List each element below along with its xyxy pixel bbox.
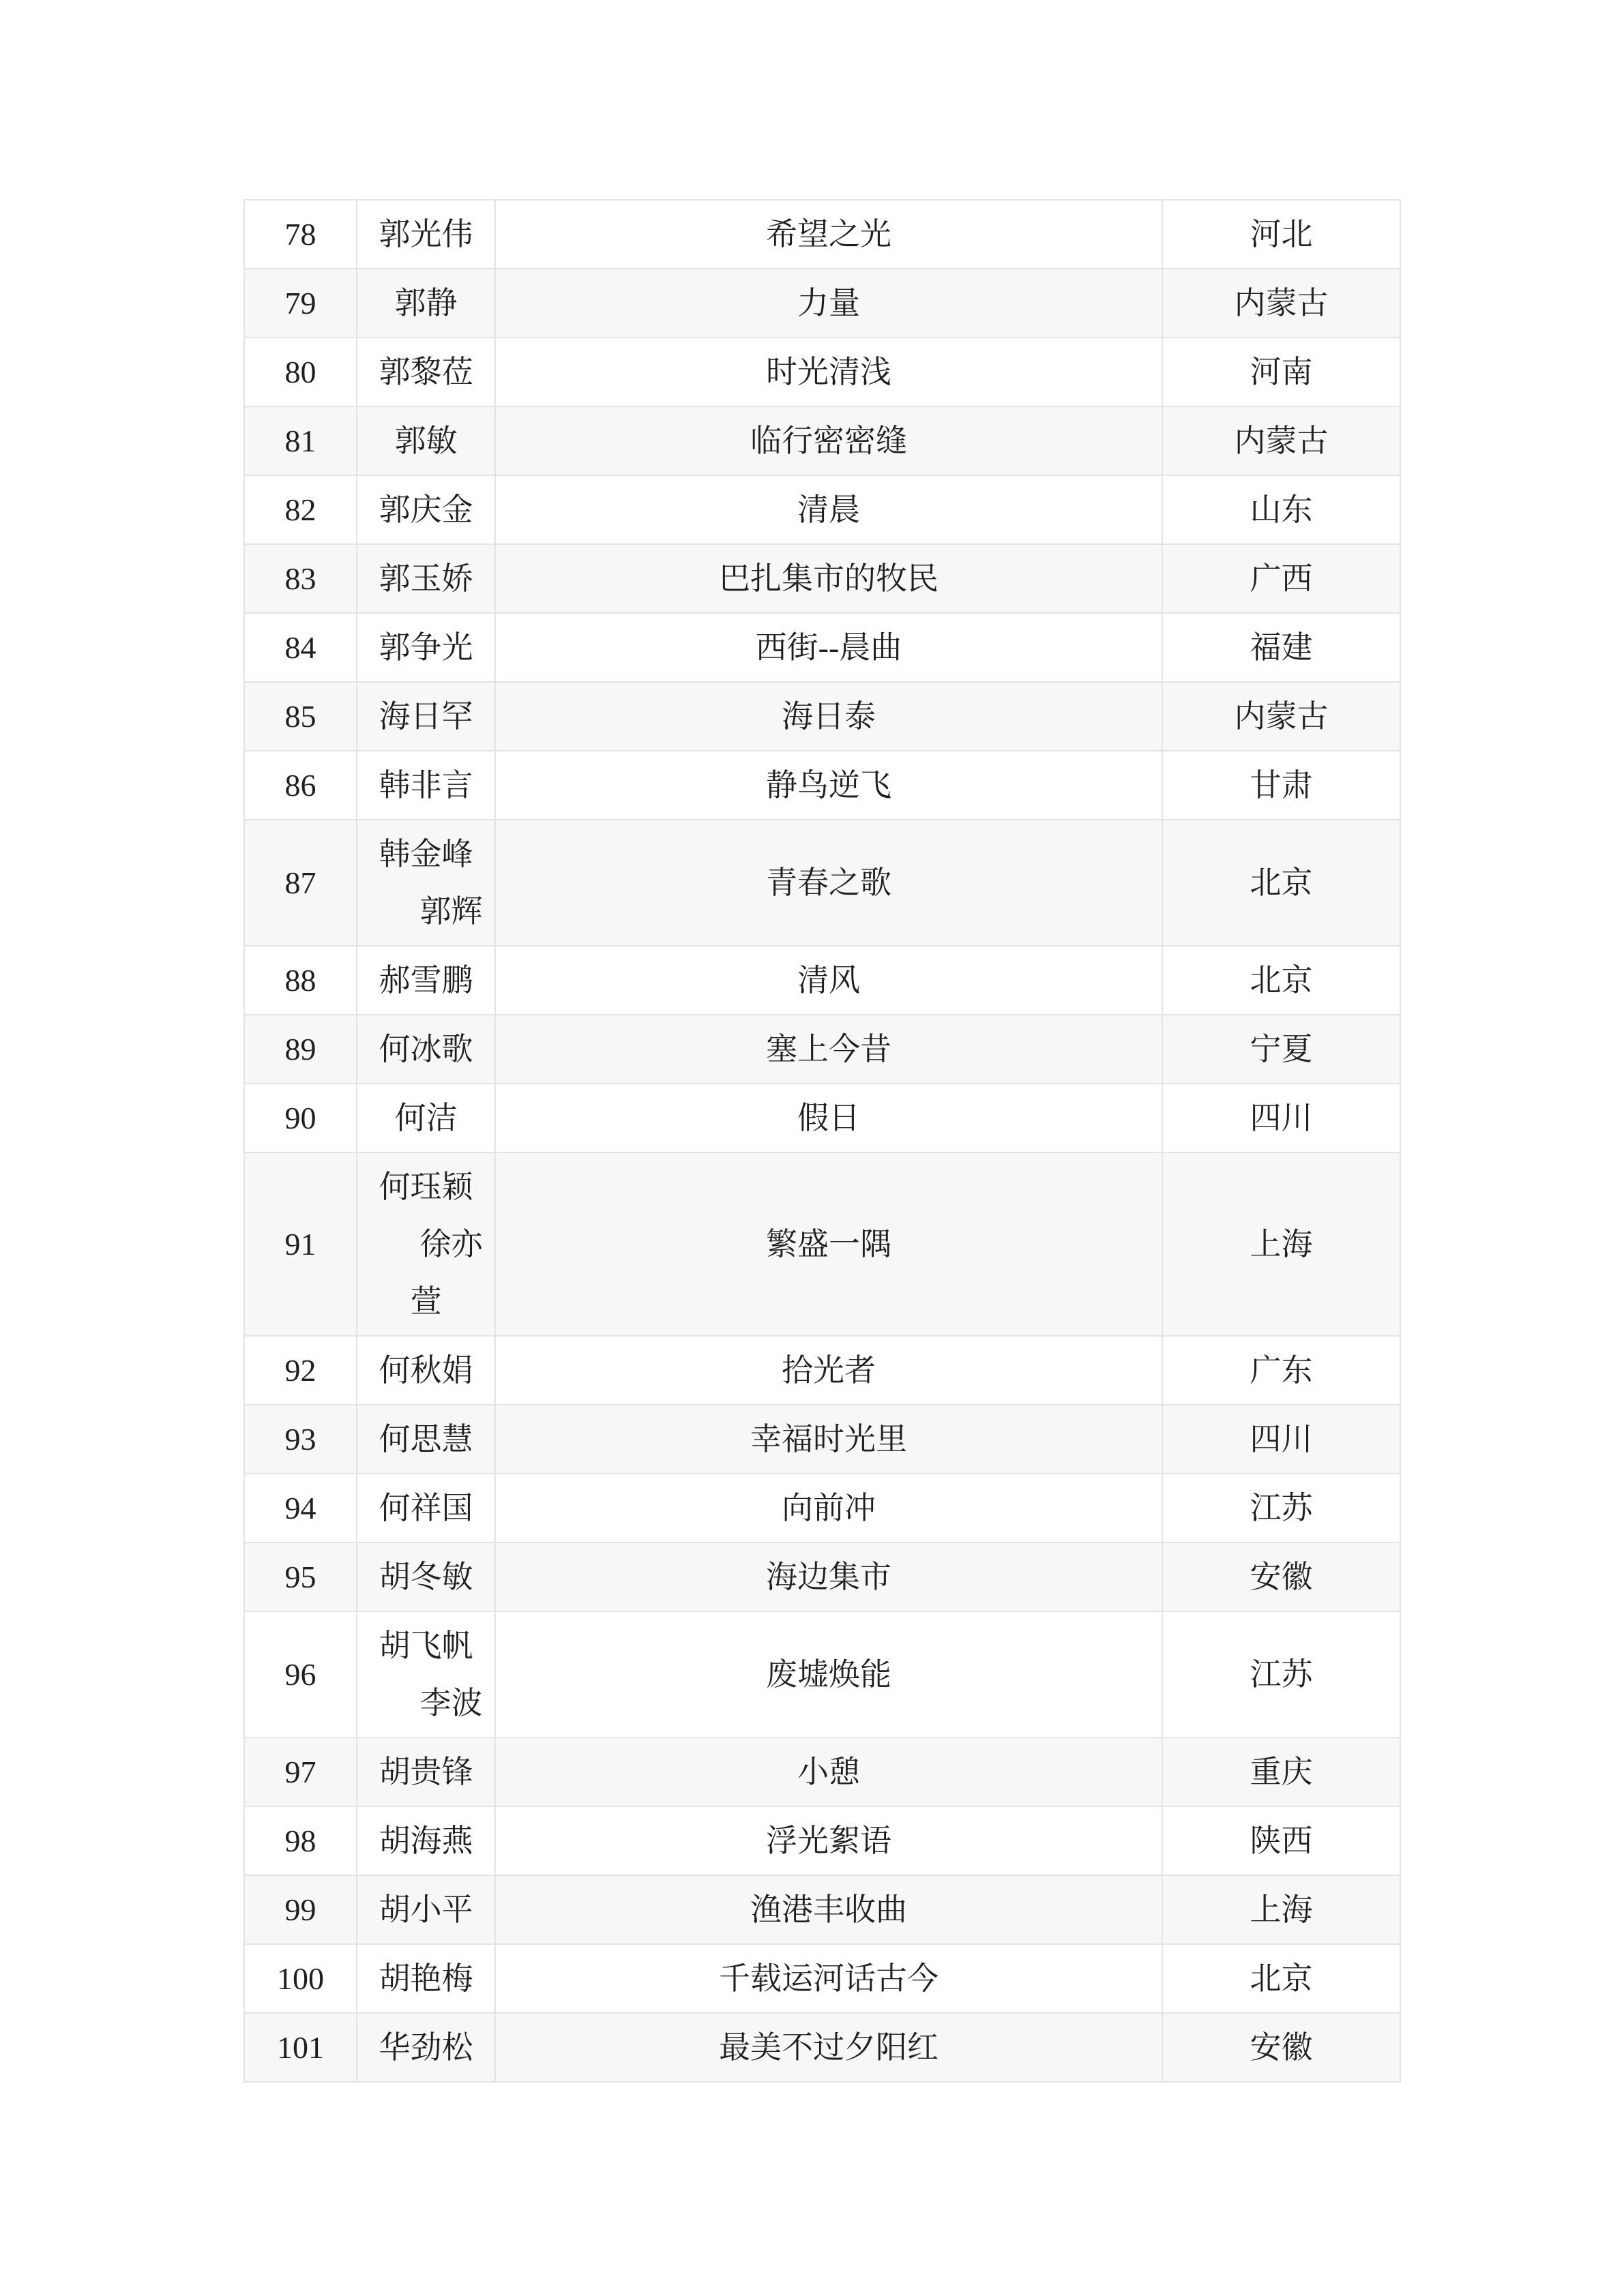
entry-number-cell: 88 — [244, 946, 357, 1015]
roster-table-body — [244, 200, 1400, 2082]
table-row — [244, 1336, 1400, 1405]
author-name-line: 郭静 — [394, 285, 458, 320]
entry-number-cell: 101 — [244, 2013, 357, 2082]
author-name-line: 何珏颖 — [379, 1169, 473, 1204]
entry-number-cell: 96 — [244, 1611, 357, 1738]
region-cell: 安徽 — [1162, 2013, 1400, 2082]
author-name-line: 何冰歌 — [379, 1031, 473, 1067]
work-title-cell: 小憩 — [495, 1738, 1162, 1806]
work-title-cell: 静鸟逆飞 — [495, 751, 1162, 820]
region-cell: 上海 — [1162, 1152, 1400, 1336]
roster-table — [243, 199, 1401, 2083]
table-row — [244, 1542, 1400, 1611]
work-title-cell: 浮光絮语 — [495, 1806, 1162, 1875]
region-cell: 内蒙古 — [1162, 682, 1400, 751]
author-name-line: 郭敏 — [394, 423, 458, 458]
table-row — [244, 1474, 1400, 1542]
entry-number-cell: 79 — [244, 269, 357, 338]
author-name-cell — [357, 338, 495, 406]
region-cell: 安徽 — [1162, 1542, 1400, 1611]
author-name-line: 胡飞帆 — [379, 1628, 473, 1663]
region-cell: 广西 — [1162, 544, 1400, 613]
table-row — [244, 1084, 1400, 1152]
table-row — [244, 751, 1400, 820]
entry-number-cell: 99 — [244, 1875, 357, 1944]
work-title-cell: 清风 — [495, 946, 1162, 1015]
entry-number-cell: 93 — [244, 1405, 357, 1474]
table-row — [244, 200, 1400, 269]
table-row — [244, 1015, 1400, 1084]
entry-number-cell: 85 — [244, 682, 357, 751]
work-title-cell: 西街--晨曲 — [495, 613, 1162, 682]
author-name-cell — [357, 544, 495, 613]
table-row — [244, 2013, 1400, 2082]
table-row — [244, 1611, 1400, 1738]
entry-number-cell: 89 — [244, 1015, 357, 1084]
region-cell: 陕西 — [1162, 1806, 1400, 1875]
author-name-line: 何祥国 — [379, 1490, 473, 1525]
author-name-line: 何思慧 — [379, 1421, 473, 1457]
author-name-cell — [357, 820, 495, 946]
table-row — [244, 1152, 1400, 1336]
author-name-cell — [357, 946, 495, 1015]
author-name-line: 郭庆金 — [379, 492, 473, 527]
entry-number-cell: 80 — [244, 338, 357, 406]
author-name-line: 胡艳梅 — [379, 1960, 473, 1996]
author-name-cell — [357, 2013, 495, 2082]
work-title-cell: 千载运河话古今 — [495, 1944, 1162, 2013]
entry-number-cell: 81 — [244, 406, 357, 475]
region-cell: 北京 — [1162, 820, 1400, 946]
author-name-cell — [357, 406, 495, 475]
author-name-line: 徐亦 — [419, 1226, 483, 1262]
author-name-line: 胡小平 — [379, 1892, 473, 1927]
table-row — [244, 682, 1400, 751]
work-title-cell: 希望之光 — [495, 200, 1162, 269]
work-title-cell: 海日泰 — [495, 682, 1162, 751]
entry-number-cell: 84 — [244, 613, 357, 682]
author-name-line: 郭玉娇 — [379, 561, 473, 596]
work-title-cell: 废墟焕能 — [495, 1611, 1162, 1738]
author-name-cell — [357, 1015, 495, 1084]
entry-number-cell: 94 — [244, 1474, 357, 1542]
entry-number-cell: 90 — [244, 1084, 357, 1152]
region-cell: 四川 — [1162, 1084, 1400, 1152]
table-row — [244, 1738, 1400, 1806]
author-name-cell — [357, 1152, 495, 1336]
work-title-cell: 力量 — [495, 269, 1162, 338]
author-name-line: 胡海燕 — [379, 1823, 473, 1858]
author-name-line: 郭光伟 — [379, 216, 473, 252]
author-name-cell — [357, 1944, 495, 2013]
author-name-line: 郝雪鹏 — [379, 962, 473, 998]
author-name-cell — [357, 1336, 495, 1405]
author-name-cell — [357, 1738, 495, 1806]
author-name-line: 海日罕 — [379, 698, 473, 734]
author-name-cell — [357, 751, 495, 820]
work-title-cell: 海边集市 — [495, 1542, 1162, 1611]
author-name-cell — [357, 1806, 495, 1875]
region-cell: 山东 — [1162, 475, 1400, 544]
region-cell: 河北 — [1162, 200, 1400, 269]
table-row — [244, 406, 1400, 475]
region-cell: 甘肃 — [1162, 751, 1400, 820]
work-title-cell: 渔港丰收曲 — [495, 1875, 1162, 1944]
author-name-line: 何洁 — [394, 1100, 458, 1135]
table-row — [244, 1875, 1400, 1944]
region-cell: 宁夏 — [1162, 1015, 1400, 1084]
table-row — [244, 338, 1400, 406]
table-row — [244, 544, 1400, 613]
region-cell: 内蒙古 — [1162, 406, 1400, 475]
author-name-line: 李波 — [419, 1685, 483, 1720]
table-row — [244, 269, 1400, 338]
author-name-line: 何秋娟 — [379, 1352, 473, 1388]
region-cell: 河南 — [1162, 338, 1400, 406]
author-name-cell — [357, 1875, 495, 1944]
entry-number-cell: 87 — [244, 820, 357, 946]
author-name-cell — [357, 200, 495, 269]
entry-number-cell: 86 — [244, 751, 357, 820]
work-title-cell: 假日 — [495, 1084, 1162, 1152]
entry-number-cell: 78 — [244, 200, 357, 269]
region-cell: 北京 — [1162, 1944, 1400, 2013]
author-name-line: 华劲松 — [379, 2029, 473, 2065]
work-title-cell: 青春之歌 — [495, 820, 1162, 946]
entry-number-cell: 95 — [244, 1542, 357, 1611]
work-title-cell: 清晨 — [495, 475, 1162, 544]
region-cell: 重庆 — [1162, 1738, 1400, 1806]
table-row — [244, 475, 1400, 544]
author-name-cell — [357, 1084, 495, 1152]
author-name-line: 韩金峰 — [379, 836, 473, 871]
work-title-cell: 向前冲 — [495, 1474, 1162, 1542]
table-row — [244, 613, 1400, 682]
region-cell: 上海 — [1162, 1875, 1400, 1944]
work-title-cell: 幸福时光里 — [495, 1405, 1162, 1474]
entry-number-cell: 82 — [244, 475, 357, 544]
author-name-line: 胡贵锋 — [379, 1754, 473, 1789]
author-name-cell — [357, 1542, 495, 1611]
entry-number-cell: 83 — [244, 544, 357, 613]
region-cell: 内蒙古 — [1162, 269, 1400, 338]
region-cell: 江苏 — [1162, 1611, 1400, 1738]
author-name-line: 韩非言 — [379, 767, 473, 803]
entry-number-cell: 100 — [244, 1944, 357, 2013]
entry-number-cell: 91 — [244, 1152, 357, 1336]
region-cell: 广东 — [1162, 1336, 1400, 1405]
work-title-cell: 最美不过夕阳红 — [495, 2013, 1162, 2082]
author-name-cell — [357, 1474, 495, 1542]
entry-number-cell: 92 — [244, 1336, 357, 1405]
author-name-cell — [357, 269, 495, 338]
work-title-cell: 拾光者 — [495, 1336, 1162, 1405]
author-name-cell — [357, 475, 495, 544]
region-cell: 江苏 — [1162, 1474, 1400, 1542]
author-name-line: 郭黎莅 — [379, 354, 473, 389]
author-name-cell — [357, 1611, 495, 1738]
author-name-cell — [357, 613, 495, 682]
work-title-cell: 时光清浅 — [495, 338, 1162, 406]
table-row — [244, 1806, 1400, 1875]
work-title-cell: 临行密密缝 — [495, 406, 1162, 475]
table-row — [244, 1944, 1400, 2013]
author-name-line: 萱 — [410, 1283, 442, 1319]
table-row — [244, 1405, 1400, 1474]
author-name-line: 胡冬敏 — [379, 1559, 473, 1594]
author-name-cell — [357, 682, 495, 751]
work-title-cell: 繁盛一隅 — [495, 1152, 1162, 1336]
entry-number-cell: 98 — [244, 1806, 357, 1875]
work-title-cell: 巴扎集市的牧民 — [495, 544, 1162, 613]
author-name-cell — [357, 1405, 495, 1474]
region-cell: 北京 — [1162, 946, 1400, 1015]
region-cell: 福建 — [1162, 613, 1400, 682]
table-row — [244, 946, 1400, 1015]
work-title-cell: 塞上今昔 — [495, 1015, 1162, 1084]
author-name-line: 郭争光 — [379, 629, 473, 665]
author-name-line: 郭辉 — [419, 893, 483, 929]
entry-number-cell: 97 — [244, 1738, 357, 1806]
region-cell: 四川 — [1162, 1405, 1400, 1474]
table-row — [244, 820, 1400, 946]
